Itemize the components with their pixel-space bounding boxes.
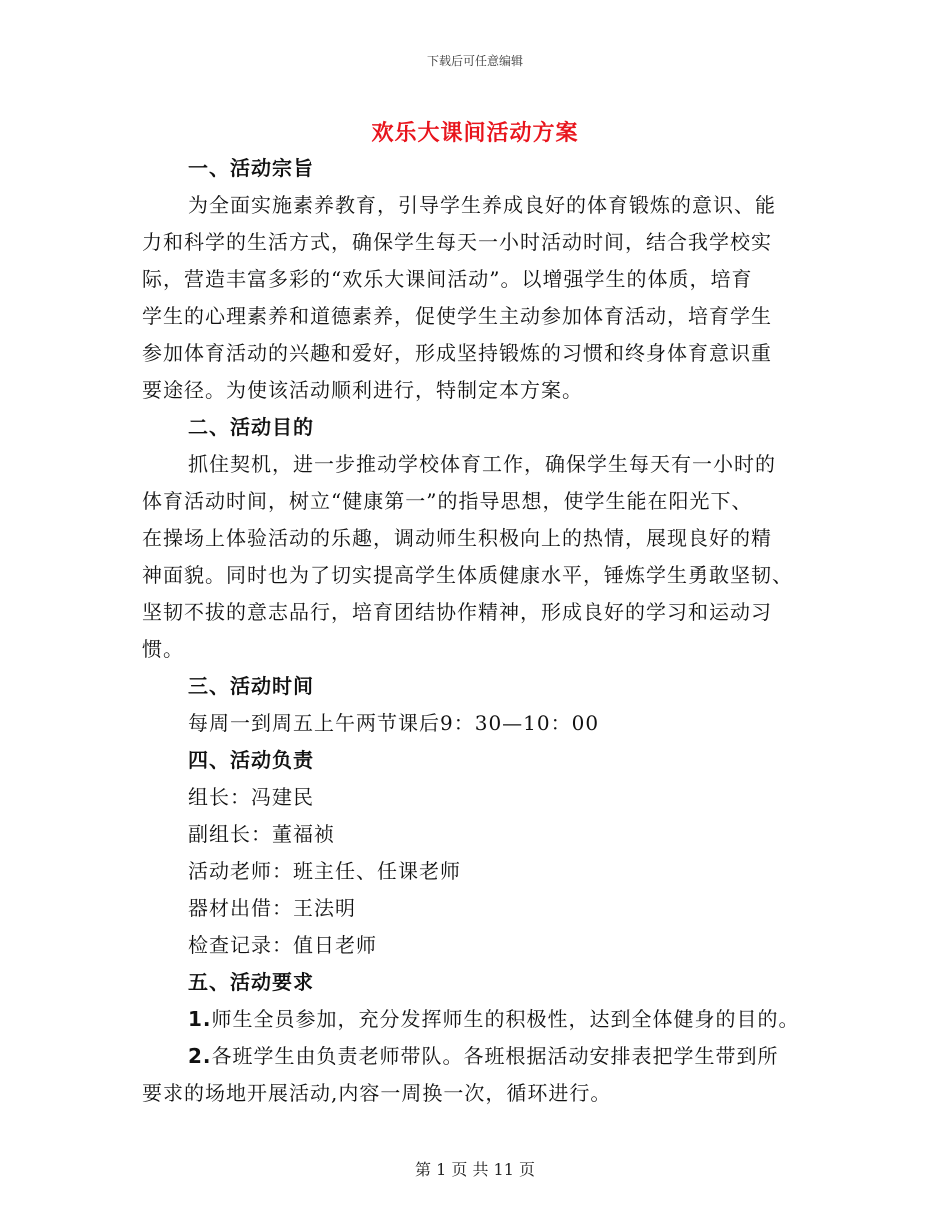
paragraph-line: 际，营造丰富多彩的“欢乐大课间活动”。以增强学生的体质，培育	[142, 267, 753, 291]
staff-item-deputy: 副组长：董福祯	[188, 822, 335, 846]
header-note: 下载后可任意编辑	[426, 54, 523, 68]
paragraph-line: 参加体育活动的兴趣和爱好，形成坚持锻炼的习惯和终身体育意识重	[142, 341, 772, 365]
document-title: 欢乐大课间活动方案	[371, 120, 579, 146]
paragraph-line: 神面貌。同时也为了切实提高学生体质健康水平，锤炼学生勇敢坚韧、	[142, 563, 793, 587]
paragraph-line: 力和科学的生活方式，确保学生每天一小时活动时间，结合我学校实	[142, 230, 772, 254]
requirement-item-2-continued: 要求的场地开展活动,内容一周换一次，循环进行。	[142, 1081, 612, 1105]
requirement-number: 2.	[188, 1044, 212, 1068]
document-body	[142, 150, 812, 1112]
requirement-item-2	[142, 1038, 812, 1075]
goal-paragraph	[142, 446, 812, 668]
requirement-text: 各班学生由负责老师带队。各班根据活动安排表把学生带到所	[211, 1044, 779, 1068]
paragraph-line: 体育活动时间，树立“健康第一”的指导思想，使学生能在阳光下、	[142, 489, 753, 513]
paragraph-line: 为全面实施素养教育，引导学生养成良好的体育锻炼的意识、能	[188, 193, 776, 217]
section-heading-goal: 二、活动目的	[188, 415, 314, 439]
staff-item-teachers: 活动老师：班主任、任课老师	[188, 859, 461, 883]
section-heading-time: 三、活动时间	[188, 674, 314, 698]
requirement-number: 1.	[188, 1007, 212, 1031]
paragraph-line: 惯。	[142, 637, 184, 661]
paragraph-line: 学生的心理素养和道德素养，促使学生主动参加体育活动，培育学生	[142, 304, 772, 328]
staff-item-leader: 组长：冯建民	[188, 785, 314, 809]
staff-item-equipment: 器材出借：王法明	[188, 896, 356, 920]
section-heading-purpose: 一、活动宗旨	[188, 156, 314, 180]
paragraph-line: 在操场上体验活动的乐趣，调动师生积极向上的热情，展现良好的精	[142, 526, 772, 550]
activity-time-text: 每周一到周五上午两节课后9：30—10：00	[188, 711, 600, 735]
paragraph-line: 要途径。为使该活动顺利进行，特制定本方案。	[142, 378, 583, 402]
paragraph-line: 抓住契机，进一步推动学校体育工作，确保学生每天有一小时的	[188, 452, 776, 476]
purpose-paragraph	[142, 187, 812, 409]
requirement-text: 师生全员参加，充分发挥师生的积极性，达到全体健身的目的。	[211, 1007, 800, 1031]
section-heading-requirements: 五、活动要求	[188, 970, 314, 994]
requirement-item-1	[142, 1001, 812, 1038]
section-heading-staff: 四、活动负责	[188, 748, 314, 772]
paragraph-line: 坚韧不拔的意志品行，培育团结协作精神，形成良好的学习和运动习	[142, 600, 772, 624]
staff-item-inspection: 检查记录：值日老师	[188, 933, 377, 957]
page-footer: 第 1 页 共 11 页	[415, 1160, 535, 1179]
